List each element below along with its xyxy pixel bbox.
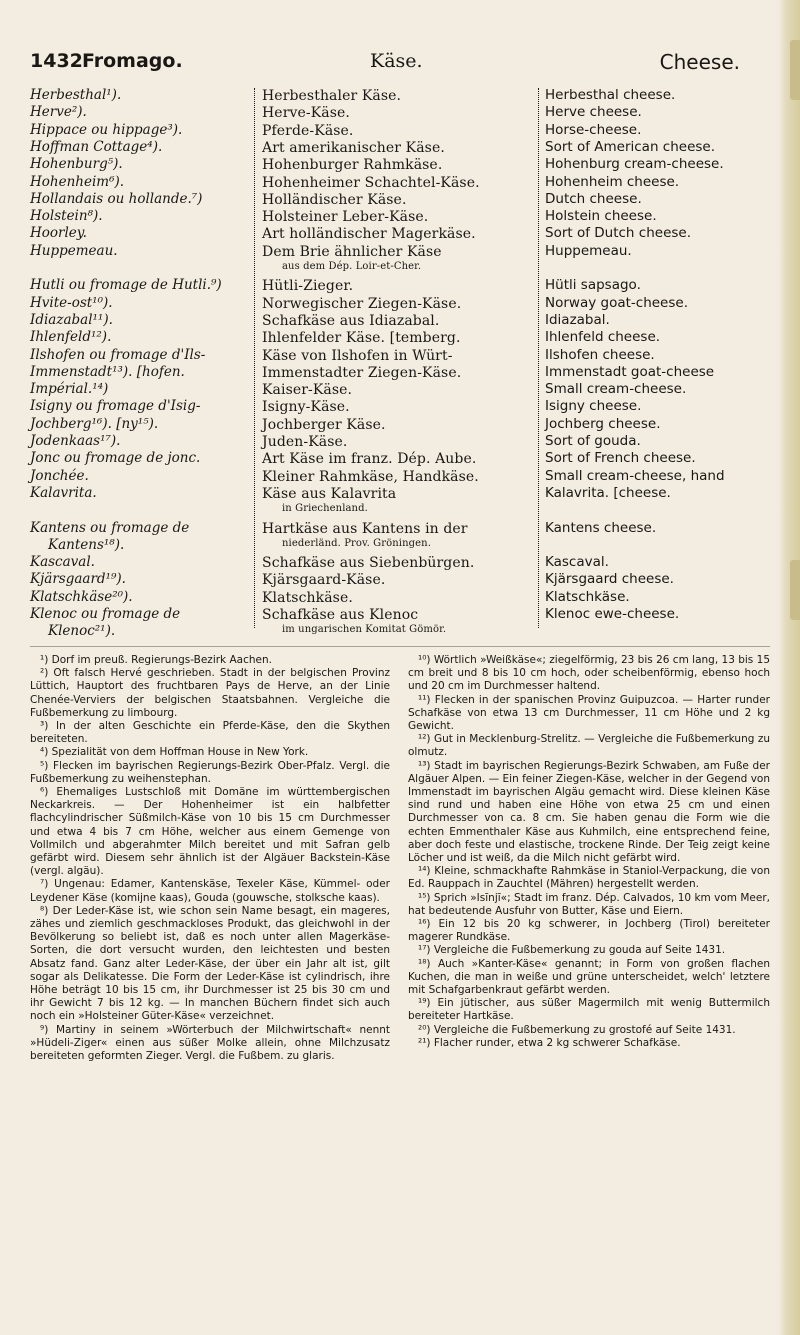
german-term: Hohenheimer Schachtel-Käse.: [262, 174, 480, 191]
english-term: Small cream-cheese.: [545, 381, 687, 398]
french-term: Klenoc²¹).: [48, 623, 116, 640]
german-term: Klatschkäse.: [262, 589, 353, 606]
footnote: ¹) Dorf im preuß. Regierungs-Bezirk Aachen.: [40, 654, 272, 666]
footnote: ⁶) Ehemaliges Lustschloß mit Domäne im württembergischen Neckarkreis. — Der Hohenheimer ist ein halbfetter flachcylindrischer Süßmilch-Käse von 10 bis 15 cm Durchmesser und etwa 4 bis 7 cm Höhe, welcher aus einem Gemenge von Vollmilch und abgerahmter Milch bereitet und mit Safran gelb gefärbt wird. Diesem sehr ähnlich ist der Algäuer Backstein-Käse (vergl. algäu).: [30, 786, 390, 878]
french-term: Immenstadt¹³). [hofen.: [30, 363, 185, 380]
page-number: 1432: [30, 50, 83, 72]
thumb-index-tab: [790, 40, 800, 100]
english-term: Klatschkäse.: [545, 588, 630, 605]
footnote: ¹²) Gut in Mecklenburg-Strelitz. — Vergleiche die Fußbemerkung zu olmutz.: [408, 733, 770, 759]
german-term: Norwegischer Ziegen-Käse.: [262, 295, 462, 312]
footnote: ¹³) Stadt im bayrischen Regierungs-Bezirk Schwaben, am Fuße der Algäuer Alpen. — Ein feiner Ziegen-Käse, welcher in der Gegend von Immenstadt im bayrischen Algäu gemacht wird. Diese kleinen Käse sind rund und haben eine Höhe von etwa 25 cm und einen Durchmesser von ca. 8 cm. Sie haben genau die Form wie die echten Emmenthaler Käse aus Kuhmilch, eine entsprechend feine, aber doch feste und elastische, trockene Rinde. Der Teig zeigt keine Löcher und ist weiß, da die Milch nicht gefärbt wird.: [408, 759, 770, 865]
english-term: Hütli sapsago.: [545, 277, 641, 294]
french-term: Hutli ou fromage de Hutli.⁹): [30, 277, 222, 294]
german-term: Schafkäse aus Idiazabal.: [262, 312, 440, 329]
footnotes-left: [30, 654, 390, 1063]
header-german-title: Käse.: [370, 50, 423, 72]
french-term: Kantens ou fromage de: [30, 519, 190, 536]
german-term: Käse aus Kalavrita: [262, 485, 397, 502]
french-term: Holstein⁸).: [30, 208, 103, 225]
english-term: Dutch cheese.: [545, 190, 642, 207]
english-term: Kalavrita. [cheese.: [545, 484, 671, 501]
french-term: Kjärsgaard¹⁹).: [30, 571, 126, 588]
footnote: ¹⁰) Wörtlich »Weißkäse«; ziegelförmig, 23 bis 26 cm lang, 13 bis 15 cm breit und 8 bis 10 cm hoch, oder scheibenförmig, ebenso hoch und 20 cm im Durchmesser haltend.: [408, 654, 770, 693]
footnote: ¹⁷) Vergleiche die Fußbemerkung zu gouda auf Seite 1431.: [418, 944, 726, 957]
english-term: Hohenheim cheese.: [545, 173, 680, 190]
english-term: Ilshofen cheese.: [545, 346, 655, 363]
french-term: Hohenburg⁵).: [30, 156, 123, 173]
german-term: Dem Brie ähnlicher Käse: [262, 243, 442, 260]
german-term: Hartkäse aus Kantens in der: [262, 520, 468, 537]
german-term: Holsteiner Leber-Käse.: [262, 209, 429, 226]
french-term: Klatschkäse²⁰).: [30, 588, 133, 605]
french-term: Hippace ou hippage³).: [30, 121, 183, 138]
german-term: Art Käse im franz. Dép. Aube.: [262, 451, 477, 468]
german-term: Schafkäse aus Siebenbürgen.: [262, 555, 475, 572]
german-term: Hütli-Zieger.: [262, 278, 354, 295]
french-term: Idiazabal¹¹).: [30, 311, 113, 328]
french-term: Kalavrita.: [30, 484, 97, 501]
french-term: Hollandais ou hollande.⁷): [30, 190, 203, 207]
german-term: Kjärsgaard-Käse.: [262, 572, 386, 589]
french-term: Jochberg¹⁶). [ny¹⁵).: [30, 415, 159, 432]
german-term: Herve-Käse.: [262, 105, 350, 122]
footnote: ¹⁹) Ein jütischer, aus süßer Magermilch mit wenig Buttermilch bereiteter Hartkäse.: [408, 997, 770, 1023]
english-term: Huppemeau.: [545, 242, 632, 259]
footnote: ¹⁴) Kleine, schmackhafte Rahmkäse in Staniol-Verpackung, die von Ed. Rauppach in Zauchtel (Mähren) hergestellt werden.: [408, 865, 770, 891]
english-term: Herbesthal cheese.: [545, 87, 676, 103]
french-term: Herbesthal¹).: [30, 87, 122, 103]
french-term: Hohenheim⁶).: [30, 173, 125, 190]
german-term: im ungarischen Komitat Gömör.: [282, 624, 447, 636]
german-term: Herbesthaler Käse.: [262, 88, 402, 104]
english-term: Immenstadt goat-cheese: [545, 363, 715, 380]
german-term: Schafkäse aus Klenoc: [262, 607, 419, 623]
german-term: Jochberger Käse.: [262, 416, 386, 433]
french-term: Jonc ou fromage de jonc.: [30, 450, 201, 467]
english-term: Sort of French cheese.: [545, 450, 696, 467]
french-term: Jonchée.: [30, 467, 89, 484]
footnote: ⁷) Ungenau: Edamer, Kantenskäse, Texeler Käse, Kümmel- oder Leydener Käse (komijne kaas), Gouda (gouwsche, stolksche kaas).: [30, 878, 390, 904]
german-term: Juden-Käse.: [262, 434, 348, 450]
header-english-title: Cheese.: [659, 50, 740, 74]
english-term: Kascaval.: [545, 554, 609, 571]
german-term: Holländischer Käse.: [262, 191, 407, 208]
german-term: Art holländischer Magerkäse.: [262, 226, 476, 243]
english-term: Hohenburg cream-cheese.: [545, 156, 724, 173]
english-term: Idiazabal.: [545, 311, 610, 328]
footnotes-right: [408, 654, 770, 1050]
english-term: Sort of American cheese.: [545, 138, 716, 155]
running-header: [30, 50, 770, 80]
french-term: Jodenkaas¹⁷).: [30, 433, 121, 449]
footnote: ³) In der alten Geschichte ein Pferde-Käse, den die Skythen bereiteten.: [30, 720, 390, 746]
column-brace: [254, 88, 261, 628]
german-term: Kaiser-Käse.: [262, 382, 353, 399]
footnote: ⁵) Flecken im bayrischen Regierungs-Bezirk Ober-Pfalz. Vergl. die Fußbemerkung zu weihenstephan.: [30, 759, 390, 785]
german-term: Pferde-Käse.: [262, 122, 354, 139]
english-term: Horse-cheese.: [545, 121, 642, 138]
french-term: Impérial.¹⁴): [30, 381, 109, 398]
footnote: ²¹) Flacher runder, etwa 2 kg schwerer Schafkäse.: [418, 1036, 681, 1049]
german-term: Immenstadter Ziegen-Käse.: [262, 364, 462, 381]
english-term: Herve cheese.: [545, 104, 642, 121]
french-term: Hoffman Cottage⁴).: [30, 138, 163, 155]
german-term: aus dem Dép. Loir-et-Cher.: [282, 261, 422, 272]
english-term: Sort of Dutch cheese.: [545, 225, 692, 242]
french-term: Klenoc ou fromage de: [30, 606, 181, 622]
english-term: Jochberg cheese.: [545, 415, 661, 432]
english-term: Klenoc ewe-cheese.: [545, 606, 680, 622]
french-term: Herve²).: [30, 104, 87, 121]
english-term: Holstein cheese.: [545, 208, 657, 225]
french-term: Kantens¹⁸).: [48, 536, 125, 553]
german-term: Kleiner Rahmkäse, Handkäse.: [262, 468, 479, 485]
german-term: in Griechenland.: [282, 503, 368, 515]
english-term: Small cream-cheese, hand: [545, 467, 725, 484]
page-edge: [778, 0, 800, 1335]
footnote: ¹⁵) Sprich »Isīnjī«; Stadt im franz. Dép. Calvados, 10 km vom Meer, hat bedeutende Ausfuhr von Butter, Käse und Eiern.: [408, 891, 770, 917]
thumb-index-tab: [790, 560, 800, 620]
german-term: Isigny-Käse.: [262, 399, 350, 416]
german-term: Käse von Ilshofen in Würt-: [262, 347, 453, 364]
column-brace: [538, 88, 545, 628]
french-term: Ihlenfeld¹²).: [30, 329, 112, 346]
german-term: niederländ. Prov. Gröningen.: [282, 537, 431, 549]
footnote: ²) Oft falsch Hervé geschrieben. Stadt in der belgischen Provinz Lüttich, Hauptort des fruchtbaren Pays de Herve, an der Linie Chenée-Verviers der belgischen Staatsbahnen. Vergleiche die Fußbemerkung zu limbourg.: [30, 667, 390, 719]
footnote-rule: [30, 646, 770, 647]
french-term: Isigny ou fromage d'Isig-: [30, 398, 201, 415]
footnote: ²⁰) Vergleiche die Fußbemerkung zu grostofé auf Seite 1431.: [418, 1023, 736, 1036]
footnote: ⁸) Der Leder-Käse ist, wie schon sein Name besagt, ein mageres, zähes und ziemlich geschmackloses Produkt, das gleichwohl in der Bevölkerung so beliebt ist, daß es noch unter allen Magerkäse-Sorten, die dort versucht wurden, den leichtesten und besten Absatz fand. Ganz alter Leder-Käse, der über ein Jahr alt ist, gilt sogar als Delikatesse. Die Form der Leder-Käse ist cylindrisch, ihre Höhe beträgt 10 bis 15 cm, ihr Durchmesser ist 25 bis 30 cm und ihr Gewicht 7 bis 12 kg. — In manchen Büchern findet sich auch noch ein »Holsteiner Güter-Käse« verzeichnet.: [30, 904, 390, 1023]
french-term: Hvite-ost¹⁰).: [30, 294, 113, 311]
french-term: Ilshofen ou fromage d'Ils-: [30, 346, 206, 363]
english-term: Isigny cheese.: [545, 398, 642, 415]
footnote: ¹⁸) Auch »Kanter-Käse« genannt; in Form von großen flachen Kuchen, die man in weiße und grüne unterscheidet, welch' letztere mit Schafgarbenkraut gefärbt werden.: [408, 957, 770, 997]
header-catchword: Fromago.: [82, 50, 183, 72]
german-term: Hohenburger Rahmkäse.: [262, 157, 443, 174]
footnote: ⁹) Martiny in seinem »Wörterbuch der Milchwirtschaft« nennt »Hüdeli-Ziger« einen aus süßer Molke allein, ohne Milchzusatz bereiteten geformten Zieger. Vergl. die Fußbem. zu glaris.: [30, 1023, 390, 1063]
english-term: Kantens cheese.: [545, 519, 657, 536]
french-term: Huppemeau.: [30, 242, 118, 259]
english-term: Norway goat-cheese.: [545, 294, 688, 311]
german-term: Ihlenfelder Käse. [temberg.: [262, 330, 461, 347]
english-term: Ihlenfeld cheese.: [545, 329, 661, 346]
footnote: ¹¹) Flecken in der spanischen Provinz Guipuzcoa. — Harter runder Schafkäse von etwa 13 cm Durchmesser, 11 cm Höhe und 2 kg Gewicht.: [408, 693, 770, 733]
footnote: ¹⁶) Ein 12 bis 20 kg schwerer, in Jochberg (Tirol) bereiteter magerer Rundkäse.: [408, 918, 770, 944]
english-term: Kjärsgaard cheese.: [545, 571, 674, 588]
english-term: Sort of gouda.: [545, 433, 641, 449]
french-term: Kascaval.: [30, 554, 95, 571]
french-term: Hoorley.: [30, 225, 87, 242]
footnote: ⁴) Spezialität von dem Hoffman House in New York.: [40, 746, 309, 759]
german-term: Art amerikanischer Käse.: [262, 139, 445, 156]
